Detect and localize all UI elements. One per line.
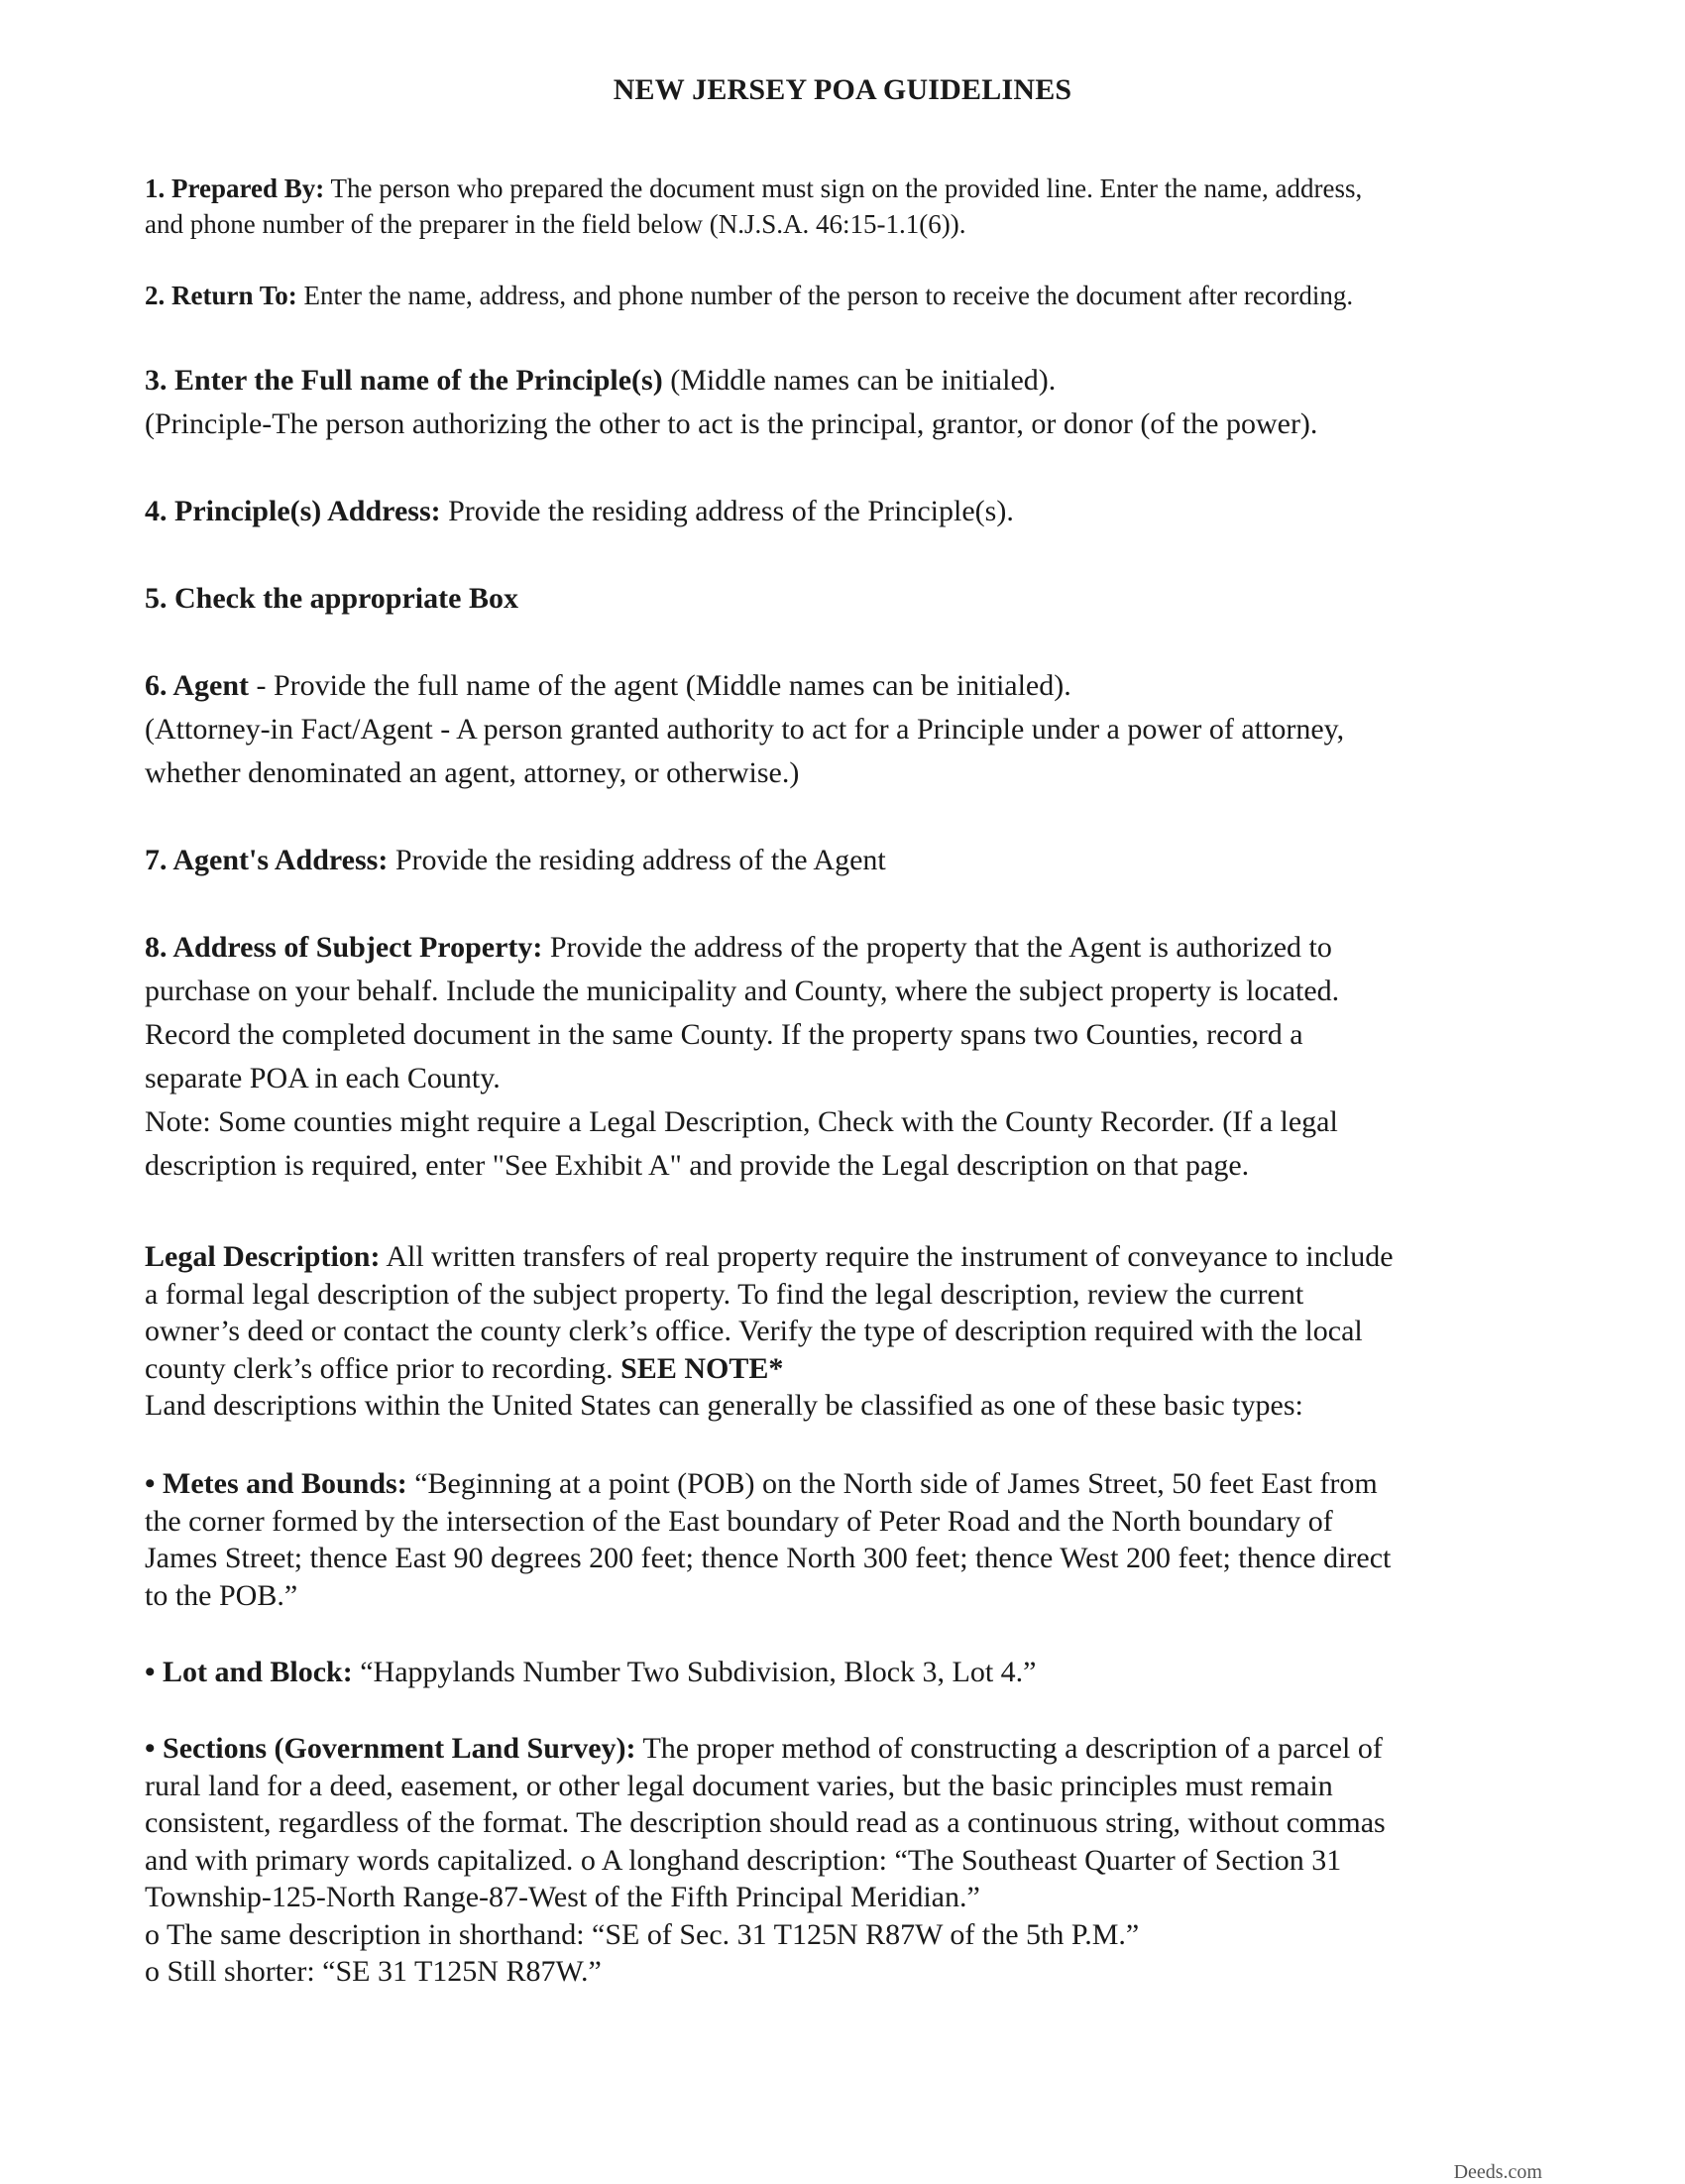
legal-description-line4: county clerk’s office prior to recording. xyxy=(145,1351,621,1385)
prepared-by-line2: and phone number of the preparer in the field below (N.J.S.A. 46:15-1.1(6)). xyxy=(145,209,966,239)
prepared-by-text: The person who prepared the document must sign on the provided line. Enter the name, address, xyxy=(324,173,1363,203)
section-legal-description xyxy=(145,1238,1552,1425)
section-check-box xyxy=(145,577,1552,621)
page-title: NEW JERSEY POA GUIDELINES xyxy=(613,73,1072,106)
government-survey-line7: o Still shorter: “SE 31 T125N R87W.” xyxy=(145,1955,602,1988)
section-government-survey xyxy=(145,1730,1552,1991)
subject-property-text: Provide the address of the property that the Agent is authorized to xyxy=(542,931,1332,964)
section-agent-address xyxy=(145,839,1552,882)
subject-property-line2: purchase on your behalf. Include the municipality and County, where the subject property is located. xyxy=(145,975,1340,1007)
agent-line2: (Attorney-in Fact/Agent - A person granted authority to act for a Principle under a power of attorney, xyxy=(145,713,1345,746)
footer-watermark: Deeds.com xyxy=(1453,2161,1542,2183)
principal-address-text: Provide the residing address of the Principle(s). xyxy=(440,495,1014,527)
subject-property-line6: description is required, enter "See Exhibit A" and provide the Legal description on that page. xyxy=(145,1149,1250,1182)
principal-address-label: 4. Principle(s) Address: xyxy=(145,495,441,527)
return-to-label: 2. Return To: xyxy=(145,281,297,310)
section-principal-address xyxy=(145,490,1552,533)
subject-property-line5: Note: Some counties might require a Legal Description, Check with the County Recorder. (If a legal xyxy=(145,1105,1338,1138)
government-survey-line5: Township-125-North Range-87-West of the Fifth Principal Meridian.” xyxy=(145,1881,980,1913)
legal-description-line5: Land descriptions within the United States can generally be classified as one of these basic types: xyxy=(145,1389,1303,1422)
section-subject-property xyxy=(145,926,1552,1188)
lot-block-text: “Happylands Number Two Subdivision, Block 3, Lot 4.” xyxy=(352,1656,1037,1688)
metes-bounds-line3: James Street; thence East 90 degrees 200 feet; thence North 300 feet; thence West 200 feet; thence direct xyxy=(145,1542,1392,1574)
agent-label: 6. Agent xyxy=(145,669,249,702)
government-survey-line4: and with primary words capitalized. o A longhand description: “The Southeast Quarter of Section 31 xyxy=(145,1843,1342,1877)
return-to-text: Enter the name, address, and phone number of the person to receive the document after recording. xyxy=(296,281,1354,310)
legal-description-text: All written transfers of real property require the instrument of conveyance to include xyxy=(380,1240,1394,1273)
principal-name-line2: (Principle-The person authorizing the other to act is the principal, grantor, or donor (of the power). xyxy=(145,407,1318,440)
agent-line3: whether denominated an agent, attorney, or otherwise.) xyxy=(145,756,800,789)
agent-text: - Provide the full name of the agent (Middle names can be initialed). xyxy=(249,669,1071,702)
metes-bounds-line4: to the POB.” xyxy=(145,1578,298,1612)
principal-name-text: (Middle names can be initialed). xyxy=(662,364,1057,397)
check-box-label: 5. Check the appropriate Box xyxy=(145,582,518,615)
section-principal-name xyxy=(145,359,1552,446)
lot-block-label: • Lot and Block: xyxy=(145,1656,353,1688)
government-survey-line2: rural land for a deed, easement, or other legal document varies, but the basic principles must remain xyxy=(145,1769,1333,1802)
government-survey-label: • Sections (Government Land Survey): xyxy=(145,1732,636,1765)
principal-name-label: 3. Enter the Full name of the Principle(s) xyxy=(145,364,663,397)
government-survey-text: The proper method of constructing a description of a parcel of xyxy=(635,1732,1383,1765)
prepared-by-label: 1. Prepared By: xyxy=(145,173,325,203)
agent-address-label: 7. Agent's Address: xyxy=(145,844,389,876)
metes-bounds-line2: the corner formed by the intersection of the East boundary of Peter Road and the North boundary of xyxy=(145,1504,1333,1538)
see-note-label: SEE NOTE* xyxy=(620,1351,784,1385)
section-agent xyxy=(145,664,1552,795)
subject-property-line4: separate POA in each County. xyxy=(145,1062,501,1094)
section-prepared-by xyxy=(145,171,1552,242)
metes-bounds-text: “Beginning at a point (POB) on the North side of James Street, 50 feet East from xyxy=(406,1467,1378,1500)
legal-description-line2: a formal legal description of the subject property. To find the legal description, review the current xyxy=(145,1277,1304,1311)
metes-bounds-label: • Metes and Bounds: xyxy=(145,1467,407,1500)
legal-description-line3: owner’s deed or contact the county clerk’s office. Verify the type of description required with the local xyxy=(145,1315,1363,1347)
section-return-to xyxy=(145,278,1552,313)
agent-address-text: Provide the residing address of the Agent xyxy=(388,844,886,876)
legal-description-label: Legal Description: xyxy=(145,1240,381,1273)
subject-property-line3: Record the completed document in the same County. If the property spans two Counties, record a xyxy=(145,1018,1303,1051)
government-survey-line3: consistent, regardless of the format. The description should read as a continuous string, without commas xyxy=(145,1806,1386,1839)
government-survey-line6: o The same description in shorthand: “SE of Sec. 31 T125N R87W of the 5th P.M.” xyxy=(145,1917,1140,1951)
subject-property-label: 8. Address of Subject Property: xyxy=(145,931,543,964)
section-lot-block xyxy=(145,1654,1552,1691)
section-metes-bounds xyxy=(145,1465,1552,1614)
